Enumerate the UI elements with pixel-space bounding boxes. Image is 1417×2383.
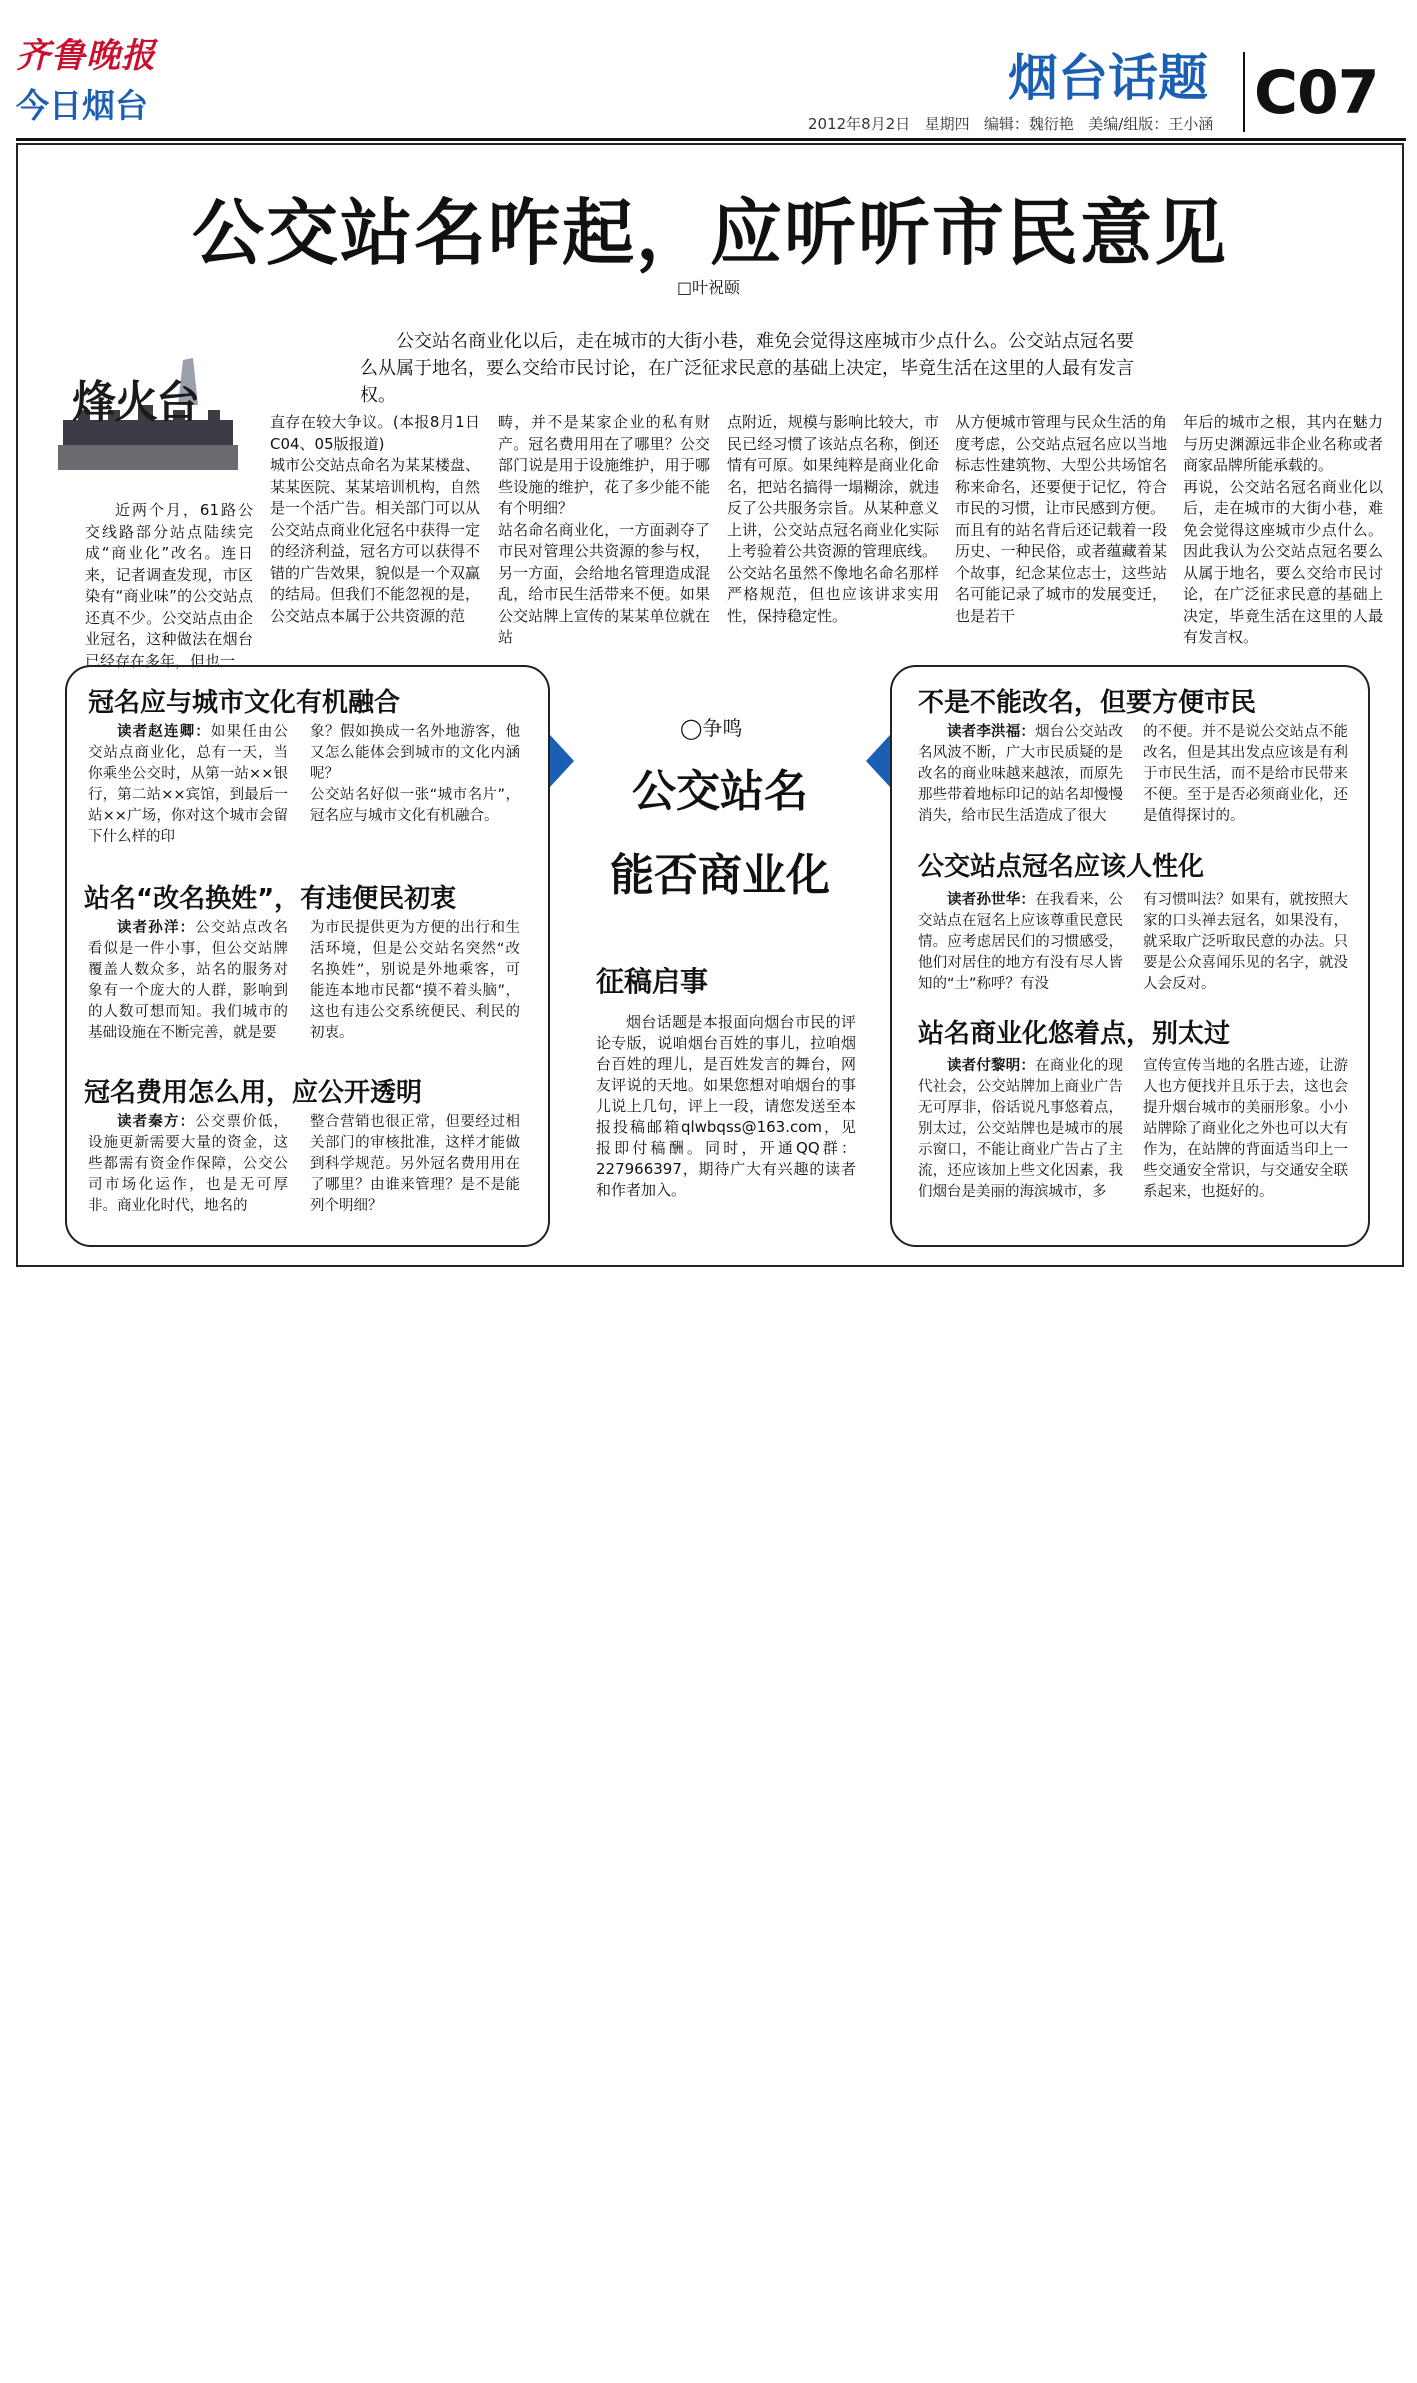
article-column-6 — [1183, 412, 1383, 649]
article-column-1 — [85, 500, 253, 672]
forum-comment-cont — [1143, 1056, 1348, 1203]
forum-comment — [918, 890, 1123, 995]
section-name: 今日烟台 — [16, 86, 148, 125]
article-column-5 — [955, 412, 1167, 627]
article-paragraph: 畴，并不是某家企业的私有财产。冠名费用用在了哪里？公交部门说是用于设施维护，用于哪些设施的维护，花了多少能不能有个明细？ 站名命名商业化，一方面剥夺了市民对管理公共资源的参与权，另一方面，会给地名管理造成混乱，给市民生活带来不便。如果公交站牌上宣传的某某单位就在站 — [498, 413, 710, 646]
forum-subhead: 冠名应与城市文化有机融合 — [88, 688, 401, 718]
forum-comment-cont — [310, 918, 520, 1044]
forum-comment — [88, 1112, 288, 1217]
call-for-papers-body — [596, 1012, 856, 1201]
forum-tag — [680, 712, 742, 741]
forum-comment-cont — [1143, 722, 1348, 827]
comment-text: 公交票价低，设施更新需要大量的资金，这些都需有资金作保障，公交公司市场化运作，也是无可厚非。商业化时代，地名的 — [88, 1114, 288, 1214]
forum-comment-cont — [1143, 890, 1348, 995]
article-intro: 公交站名商业化以后，走在城市的大街小巷，难免会觉得这座城市少点什么。公交站点冠名要么从属于地名，要么交给市民讨论，在广泛征求民意的基础上决定，毕竟生活在这里的人最有发言权。 — [360, 331, 1134, 406]
forum-title-line: 公交站名 — [632, 766, 808, 817]
editor: 编辑：魏衍艳 — [983, 115, 1074, 133]
headline: 公交站名咋起，应听听市民意见 — [191, 190, 1228, 275]
byline: □叶祝颐 — [676, 278, 741, 297]
column-label: 烽火台 — [72, 377, 198, 428]
forum-subhead: 公交站点冠名应该人性化 — [918, 852, 1205, 882]
forum-comment — [88, 722, 288, 848]
article-paragraph: 年后的城市之根，其内在魅力与历史渊源远非企业名称或者商家品牌所能承载的。 再说，公交站名冠名商业化以后，走在城市的大街小巷，难免会觉得这座城市少点什么。因此我认为公交站点冠名要么从属于地名，要么交给市民讨论，在广泛征求民意的基础上决定，毕竟生活在这里的人最有发言权。 — [1183, 413, 1383, 646]
reader-name: 读者李洪福： — [947, 724, 1036, 740]
comment-text: 的不便。并不是说公交站点不能改名，但是其出发点应该是有利于市民生活，而不是给市民带来不便。至于是否必须商业化，还是值得探讨的。 — [1143, 724, 1348, 824]
comment-text: 整合营销也很正常，但要经过相关部门的审核批准，这样才能做到科学规范。另外冠名费用用在了哪里？由谁来管理？是不是能列个明细？ — [310, 1114, 520, 1214]
forum-tag-text: 争鸣 — [702, 716, 743, 740]
forum-subhead: 站名商业化悠着点，别太过 — [918, 1019, 1231, 1049]
forum-subhead: 不是不能改名，但要方便市民 — [918, 688, 1257, 718]
forum-title-line: 能否商业化 — [610, 850, 830, 901]
call-for-papers-title: 征稿启事 — [596, 965, 709, 998]
reader-name: 读者孙世华： — [947, 892, 1036, 908]
call-for-papers-text: 烟台话题是本报面向烟台市民的评论专版，说咱烟台百姓的事儿，拉咱烟台百姓的理儿，是百姓发言的舞台，网友评说的天地。如果您想对咱烟台的事儿说上几句，评上一段，请您发送至本报投稿邮箱qlwbqss@163.com，见报即付稿酬。同时，开通QQ群：227966397，期待广大有兴趣的读者和作者加入。 — [596, 1013, 856, 1199]
weekday: 星期四 — [924, 115, 970, 133]
forum-comment-cont — [310, 722, 520, 827]
circle-icon: ◯ — [680, 716, 703, 740]
forum-comment — [918, 722, 1123, 827]
article-column-3 — [498, 412, 710, 649]
article-paragraph: 点附近，规模与影响比较大，市民已经习惯了该站点名称，倒还情有可原。如果纯粹是商业化命名，把站名搞得一塌糊涂，就违反了公共服务宗旨。从某种意义上讲，公交站点冠名商业化实际上考验着公共资源的管理底线。 公交站名虽然不像地名命名那样严格规范，但也应该讲求实用性，保持稳定性。 — [727, 413, 939, 625]
comment-text: 有习惯叫法？如果有，就按照大家的口头禅去冠名，如果没有，就采取广泛听取民意的办法。只要是公众喜闻乐见的名字，就没人会反对。 — [1143, 892, 1348, 992]
page-number: C07 — [1254, 58, 1379, 128]
comment-text: 象？假如换成一名外地游客，他又怎么能体会到城市的文化内涵呢？ 公交站名好似一张“城市名片”，冠名应与城市文化有机融合。 — [310, 724, 520, 824]
forum-comment — [88, 918, 288, 1044]
dateline — [808, 113, 1213, 134]
header-divider — [1243, 52, 1245, 132]
top-rule — [16, 138, 1406, 141]
arrow-left-icon — [866, 735, 890, 787]
comment-text: 为市民提供更为方便的出行和生活环境，但是公交站名突然“改名换姓”，别说是外地乘客，可能连本地市民都“摸不着头脑”，这也有违公交系统便民、利民的初衷。 — [310, 920, 520, 1041]
reader-name: 读者付黎明： — [947, 1058, 1036, 1074]
forum-comment — [918, 1056, 1123, 1203]
reader-name: 读者孙洋： — [117, 920, 196, 936]
comment-text: 烟台公交站改名风波不断，广大市民质疑的是改名的商业味越来越浓，而原先那些带着地标印记的站名却慢慢消失，给市民生活造成了很大 — [918, 724, 1124, 824]
article-paragraph: 从方便城市管理与民众生活的角度考虑，公交站点冠名应以当地标志性建筑物、大型公共场馆名称来命名，还要便于记忆，符合市民的习惯，让市民感到方便。 而且有的站名背后还记载着一段历史、一种民俗，或者蕴藏着某个故事，纪念某位志士，这些站名可能记录了城市的发展变迁，也是若干 — [955, 413, 1167, 625]
designer: 美编/组版：王小涵 — [1088, 115, 1214, 133]
article-paragraph: 直存在较大争议。(本报8月1日C04、05版报道) 城市公交站点命名为某某楼盘、某某医院、某某培训机构，自然是一个活广告。相关部门可以从公交站点商业化冠名中获得一定的经济利益，冠名方可以获得不错的广告效果，貌似是一个双赢的结局。但我们不能忽视的是，公交站点本属于公共资源的范 — [270, 413, 481, 625]
article-column-4 — [727, 412, 939, 627]
comment-text: 如果任由公交站点商业化，总有一天，当你乘坐公交时，从第一站××银行，第二站××宾馆，到最后一站××广场，你对这个城市会留下什么样的印 — [88, 724, 289, 845]
article-column-2 — [270, 412, 480, 627]
reader-name: 读者赵连卿： — [117, 724, 211, 740]
forum-subhead: 站名“改名换姓”，有违便民初衷 — [84, 884, 457, 914]
reader-name: 读者秦方： — [117, 1114, 196, 1130]
forum-title — [560, 750, 880, 918]
comment-text: 在我看来，公交站点在冠名上应该尊重民意民情。应考虑居民们的习惯感受，他们对居住的地方有没有尽人皆知的“土”称呼？有没 — [918, 892, 1124, 992]
forum-subhead: 冠名费用怎么用，应公开透明 — [84, 1078, 423, 1108]
page-topic: 烟台话题 — [1008, 49, 1208, 107]
date: 2012年8月2日 — [808, 115, 911, 133]
forum-comment-cont — [310, 1112, 520, 1217]
article-paragraph: 近两个月，61路公交线路部分站点陆续完成“商业化”改名。连日来，记者调查发现，市区染有“商业味”的公交站点还真不少。公交站点由企业冠名，这种做法在烟台已经存在多年，但也一 — [85, 501, 253, 670]
comment-text: 在商业化的现代社会，公交站牌加上商业广告无可厚非，俗话说凡事悠着点，别太过，公交站牌也是城市的展示窗口，不能让商业广告占了主流，还应该加上些文化因素，我们烟台是美丽的海滨城市，多 — [918, 1058, 1124, 1200]
newspaper-brand: 齐鲁晚报 — [16, 36, 156, 76]
comment-text: 宣传宣传当地的名胜古迹，让游人也方便找并且乐于去，这也会提升烟台城市的美丽形象。小小站牌除了商业化之外也可以大有作为，在站牌的背面适当印上一些交通安全常识，与交通安全联系起来，也挺好的。 — [1143, 1058, 1348, 1200]
comment-text: 公交站点改名看似是一件小事，但公交站牌覆盖人数众多，站名的服务对象有一个庞大的人群，影响到的人数可想而知。我们城市的基础设施在不断完善，就是要 — [88, 920, 288, 1041]
